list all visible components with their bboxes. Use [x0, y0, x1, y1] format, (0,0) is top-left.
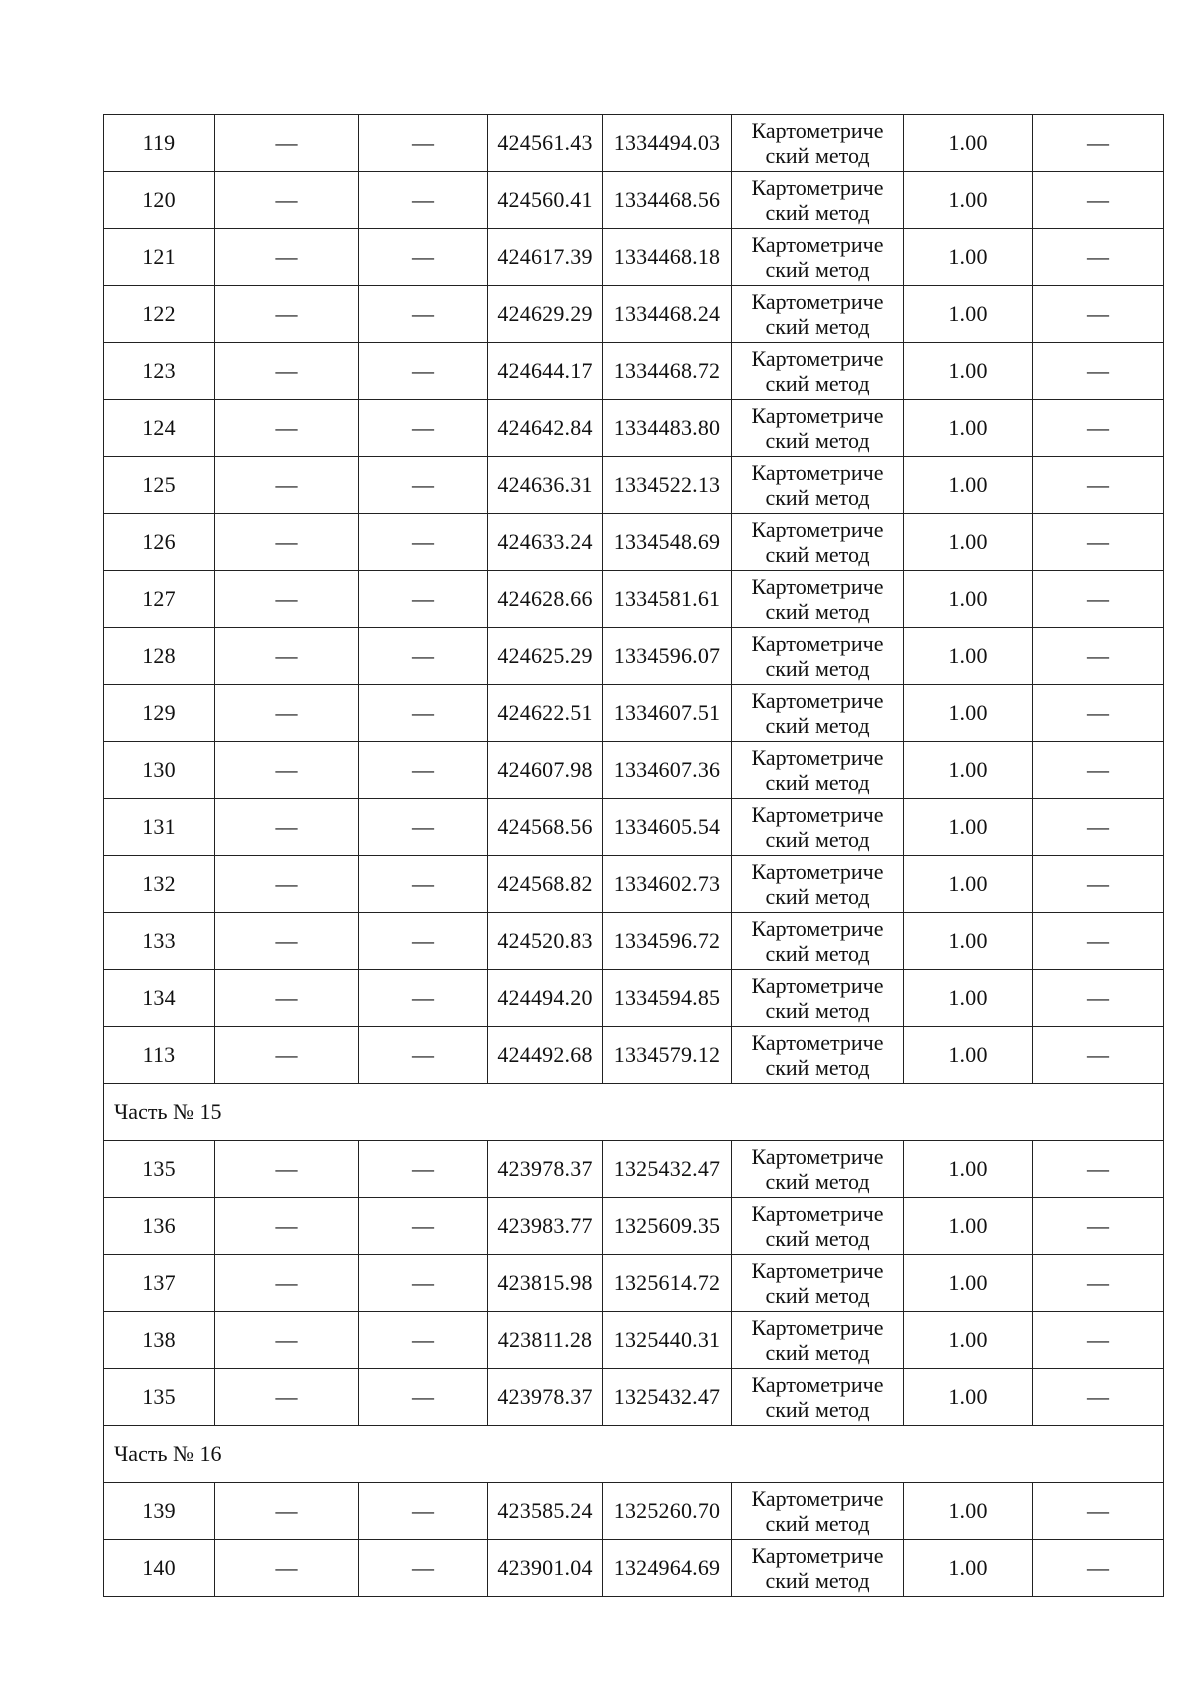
accuracy-cell: 1.00 [904, 1255, 1033, 1312]
point-number-cell: 135 [104, 1369, 215, 1426]
x-coordinate-cell: 424644.17 [488, 343, 603, 400]
dash-cell: — [215, 856, 359, 913]
method-cell: Картометриче ский метод [732, 1141, 904, 1198]
accuracy-cell: 1.00 [904, 799, 1033, 856]
point-number-cell: 138 [104, 1312, 215, 1369]
y-coordinate-cell: 1334581.61 [603, 571, 732, 628]
table-row [104, 286, 1164, 343]
point-number-cell: 135 [104, 1141, 215, 1198]
method-cell: Картометриче ский метод [732, 286, 904, 343]
accuracy-cell: 1.00 [904, 742, 1033, 799]
dash-cell: — [1033, 1255, 1164, 1312]
dash-cell: — [1033, 799, 1164, 856]
dash-cell: — [215, 343, 359, 400]
dash-cell: — [215, 229, 359, 286]
dash-cell: — [1033, 1369, 1164, 1426]
dash-cell: — [359, 286, 488, 343]
method-cell: Картометриче ский метод [732, 1255, 904, 1312]
dash-cell: — [215, 1483, 359, 1540]
dash-cell: — [215, 571, 359, 628]
dash-cell: — [359, 742, 488, 799]
dash-cell: — [1033, 1027, 1164, 1084]
dash-cell: — [1033, 1141, 1164, 1198]
point-number-cell: 121 [104, 229, 215, 286]
dash-cell: — [359, 172, 488, 229]
dash-cell: — [1033, 628, 1164, 685]
y-coordinate-cell: 1334607.51 [603, 685, 732, 742]
table-row [104, 685, 1164, 742]
dash-cell: — [1033, 400, 1164, 457]
accuracy-cell: 1.00 [904, 1198, 1033, 1255]
method-cell: Картометриче ский метод [732, 913, 904, 970]
dash-cell: — [215, 1141, 359, 1198]
y-coordinate-cell: 1325432.47 [603, 1369, 732, 1426]
point-number-cell: 126 [104, 514, 215, 571]
table-row [104, 172, 1164, 229]
x-coordinate-cell: 424622.51 [488, 685, 603, 742]
dash-cell: — [1033, 229, 1164, 286]
method-cell: Картометриче ский метод [732, 685, 904, 742]
dash-cell: — [215, 799, 359, 856]
point-number-cell: 136 [104, 1198, 215, 1255]
y-coordinate-cell: 1325432.47 [603, 1141, 732, 1198]
y-coordinate-cell: 1334602.73 [603, 856, 732, 913]
dash-cell: — [359, 1141, 488, 1198]
dash-cell: — [1033, 115, 1164, 172]
dash-cell: — [359, 1540, 488, 1597]
y-coordinate-cell: 1325614.72 [603, 1255, 732, 1312]
point-number-cell: 128 [104, 628, 215, 685]
dash-cell: — [359, 1369, 488, 1426]
point-number-cell: 132 [104, 856, 215, 913]
dash-cell: — [359, 514, 488, 571]
x-coordinate-cell: 424568.56 [488, 799, 603, 856]
method-cell: Картометриче ский метод [732, 1198, 904, 1255]
accuracy-cell: 1.00 [904, 628, 1033, 685]
dash-cell: — [359, 400, 488, 457]
point-number-cell: 119 [104, 115, 215, 172]
method-cell: Картометриче ский метод [732, 1369, 904, 1426]
table-row [104, 970, 1164, 1027]
y-coordinate-cell: 1334494.03 [603, 115, 732, 172]
section-row [104, 1084, 1164, 1141]
table-row [104, 856, 1164, 913]
dash-cell: — [215, 400, 359, 457]
accuracy-cell: 1.00 [904, 1027, 1033, 1084]
dash-cell: — [215, 742, 359, 799]
dash-cell: — [1033, 1483, 1164, 1540]
dash-cell: — [215, 1540, 359, 1597]
dash-cell: — [359, 1027, 488, 1084]
x-coordinate-cell: 424520.83 [488, 913, 603, 970]
section-label: Часть № 16 [104, 1426, 1164, 1483]
y-coordinate-cell: 1334596.72 [603, 913, 732, 970]
x-coordinate-cell: 423978.37 [488, 1369, 603, 1426]
dash-cell: — [215, 685, 359, 742]
dash-cell: — [359, 628, 488, 685]
x-coordinate-cell: 423815.98 [488, 1255, 603, 1312]
dash-cell: — [1033, 1312, 1164, 1369]
y-coordinate-cell: 1334607.36 [603, 742, 732, 799]
y-coordinate-cell: 1334468.56 [603, 172, 732, 229]
accuracy-cell: 1.00 [904, 685, 1033, 742]
accuracy-cell: 1.00 [904, 286, 1033, 343]
table-row [104, 1540, 1164, 1597]
method-cell: Картометриче ский метод [732, 856, 904, 913]
dash-cell: — [359, 856, 488, 913]
method-cell: Картометриче ский метод [732, 229, 904, 286]
point-number-cell: 122 [104, 286, 215, 343]
method-cell: Картометриче ский метод [732, 1483, 904, 1540]
point-number-cell: 125 [104, 457, 215, 514]
dash-cell: — [1033, 457, 1164, 514]
point-number-cell: 120 [104, 172, 215, 229]
point-number-cell: 124 [104, 400, 215, 457]
x-coordinate-cell: 423978.37 [488, 1141, 603, 1198]
accuracy-cell: 1.00 [904, 457, 1033, 514]
x-coordinate-cell: 424560.41 [488, 172, 603, 229]
y-coordinate-cell: 1325440.31 [603, 1312, 732, 1369]
table-row [104, 1141, 1164, 1198]
y-coordinate-cell: 1334522.13 [603, 457, 732, 514]
y-coordinate-cell: 1334468.18 [603, 229, 732, 286]
point-number-cell: 133 [104, 913, 215, 970]
dash-cell: — [1033, 172, 1164, 229]
dash-cell: — [359, 571, 488, 628]
table-row [104, 1198, 1164, 1255]
method-cell: Картометриче ский метод [732, 1027, 904, 1084]
table-row [104, 799, 1164, 856]
method-cell: Картометриче ский метод [732, 514, 904, 571]
dash-cell: — [359, 913, 488, 970]
table-row [104, 913, 1164, 970]
table-row [104, 1255, 1164, 1312]
y-coordinate-cell: 1334605.54 [603, 799, 732, 856]
accuracy-cell: 1.00 [904, 514, 1033, 571]
dash-cell: — [215, 1255, 359, 1312]
x-coordinate-cell: 424494.20 [488, 970, 603, 1027]
x-coordinate-cell: 423901.04 [488, 1540, 603, 1597]
table-row [104, 457, 1164, 514]
table-row [104, 343, 1164, 400]
table-row [104, 400, 1164, 457]
method-cell: Картометриче ский метод [732, 400, 904, 457]
dash-cell: — [1033, 685, 1164, 742]
dash-cell: — [215, 970, 359, 1027]
dash-cell: — [1033, 1540, 1164, 1597]
point-number-cell: 137 [104, 1255, 215, 1312]
dash-cell: — [215, 1027, 359, 1084]
dash-cell: — [215, 457, 359, 514]
accuracy-cell: 1.00 [904, 1540, 1033, 1597]
method-cell: Картометриче ский метод [732, 970, 904, 1027]
dash-cell: — [1033, 970, 1164, 1027]
y-coordinate-cell: 1334483.80 [603, 400, 732, 457]
y-coordinate-cell: 1334596.07 [603, 628, 732, 685]
method-cell: Картометриче ский метод [732, 457, 904, 514]
table-row [104, 229, 1164, 286]
dash-cell: — [215, 913, 359, 970]
dash-cell: — [359, 1198, 488, 1255]
accuracy-cell: 1.00 [904, 115, 1033, 172]
dash-cell: — [359, 799, 488, 856]
x-coordinate-cell: 424607.98 [488, 742, 603, 799]
y-coordinate-cell: 1324964.69 [603, 1540, 732, 1597]
table-row [104, 1483, 1164, 1540]
section-row [104, 1426, 1164, 1483]
accuracy-cell: 1.00 [904, 571, 1033, 628]
accuracy-cell: 1.00 [904, 1312, 1033, 1369]
accuracy-cell: 1.00 [904, 1369, 1033, 1426]
accuracy-cell: 1.00 [904, 400, 1033, 457]
method-cell: Картометриче ский метод [732, 115, 904, 172]
table-row [104, 1369, 1164, 1426]
point-number-cell: 127 [104, 571, 215, 628]
x-coordinate-cell: 424633.24 [488, 514, 603, 571]
method-cell: Картометриче ский метод [732, 628, 904, 685]
dash-cell: — [1033, 571, 1164, 628]
x-coordinate-cell: 423585.24 [488, 1483, 603, 1540]
accuracy-cell: 1.00 [904, 1141, 1033, 1198]
x-coordinate-cell: 424628.66 [488, 571, 603, 628]
x-coordinate-cell: 424629.29 [488, 286, 603, 343]
dash-cell: — [359, 1312, 488, 1369]
point-number-cell: 113 [104, 1027, 215, 1084]
dash-cell: — [1033, 913, 1164, 970]
y-coordinate-cell: 1334594.85 [603, 970, 732, 1027]
method-cell: Картометриче ский метод [732, 1312, 904, 1369]
table-row [104, 115, 1164, 172]
y-coordinate-cell: 1334579.12 [603, 1027, 732, 1084]
accuracy-cell: 1.00 [904, 343, 1033, 400]
y-coordinate-cell: 1334468.72 [603, 343, 732, 400]
x-coordinate-cell: 424492.68 [488, 1027, 603, 1084]
dash-cell: — [359, 457, 488, 514]
point-number-cell: 140 [104, 1540, 215, 1597]
dash-cell: — [215, 1369, 359, 1426]
point-number-cell: 123 [104, 343, 215, 400]
dash-cell: — [1033, 343, 1164, 400]
accuracy-cell: 1.00 [904, 172, 1033, 229]
y-coordinate-cell: 1325609.35 [603, 1198, 732, 1255]
dash-cell: — [359, 1483, 488, 1540]
dash-cell: — [215, 628, 359, 685]
accuracy-cell: 1.00 [904, 1483, 1033, 1540]
dash-cell: — [359, 685, 488, 742]
dash-cell: — [1033, 856, 1164, 913]
dash-cell: — [215, 115, 359, 172]
method-cell: Картометриче ский метод [732, 571, 904, 628]
table-body [104, 115, 1164, 1597]
x-coordinate-cell: 423811.28 [488, 1312, 603, 1369]
x-coordinate-cell: 424561.43 [488, 115, 603, 172]
table-row [104, 1312, 1164, 1369]
table-row [104, 571, 1164, 628]
dash-cell: — [359, 229, 488, 286]
dash-cell: — [1033, 1198, 1164, 1255]
accuracy-cell: 1.00 [904, 229, 1033, 286]
dash-cell: — [1033, 514, 1164, 571]
x-coordinate-cell: 424636.31 [488, 457, 603, 514]
x-coordinate-cell: 423983.77 [488, 1198, 603, 1255]
method-cell: Картометриче ский метод [732, 799, 904, 856]
y-coordinate-cell: 1334468.24 [603, 286, 732, 343]
point-number-cell: 130 [104, 742, 215, 799]
dash-cell: — [215, 514, 359, 571]
y-coordinate-cell: 1334548.69 [603, 514, 732, 571]
dash-cell: — [1033, 742, 1164, 799]
dash-cell: — [215, 1312, 359, 1369]
x-coordinate-cell: 424642.84 [488, 400, 603, 457]
dash-cell: — [359, 970, 488, 1027]
accuracy-cell: 1.00 [904, 970, 1033, 1027]
dash-cell: — [359, 1255, 488, 1312]
x-coordinate-cell: 424625.29 [488, 628, 603, 685]
coordinates-table [103, 114, 1164, 1597]
dash-cell: — [359, 343, 488, 400]
method-cell: Картометриче ский метод [732, 343, 904, 400]
x-coordinate-cell: 424617.39 [488, 229, 603, 286]
method-cell: Картометриче ский метод [732, 1540, 904, 1597]
point-number-cell: 134 [104, 970, 215, 1027]
method-cell: Картометриче ский метод [732, 742, 904, 799]
dash-cell: — [215, 286, 359, 343]
dash-cell: — [359, 115, 488, 172]
accuracy-cell: 1.00 [904, 913, 1033, 970]
dash-cell: — [1033, 286, 1164, 343]
y-coordinate-cell: 1325260.70 [603, 1483, 732, 1540]
dash-cell: — [215, 172, 359, 229]
point-number-cell: 131 [104, 799, 215, 856]
table-row [104, 514, 1164, 571]
method-cell: Картометриче ский метод [732, 172, 904, 229]
point-number-cell: 129 [104, 685, 215, 742]
x-coordinate-cell: 424568.82 [488, 856, 603, 913]
table-row [104, 742, 1164, 799]
table-row [104, 628, 1164, 685]
table-row [104, 1027, 1164, 1084]
accuracy-cell: 1.00 [904, 856, 1033, 913]
point-number-cell: 139 [104, 1483, 215, 1540]
section-label: Часть № 15 [104, 1084, 1164, 1141]
dash-cell: — [215, 1198, 359, 1255]
